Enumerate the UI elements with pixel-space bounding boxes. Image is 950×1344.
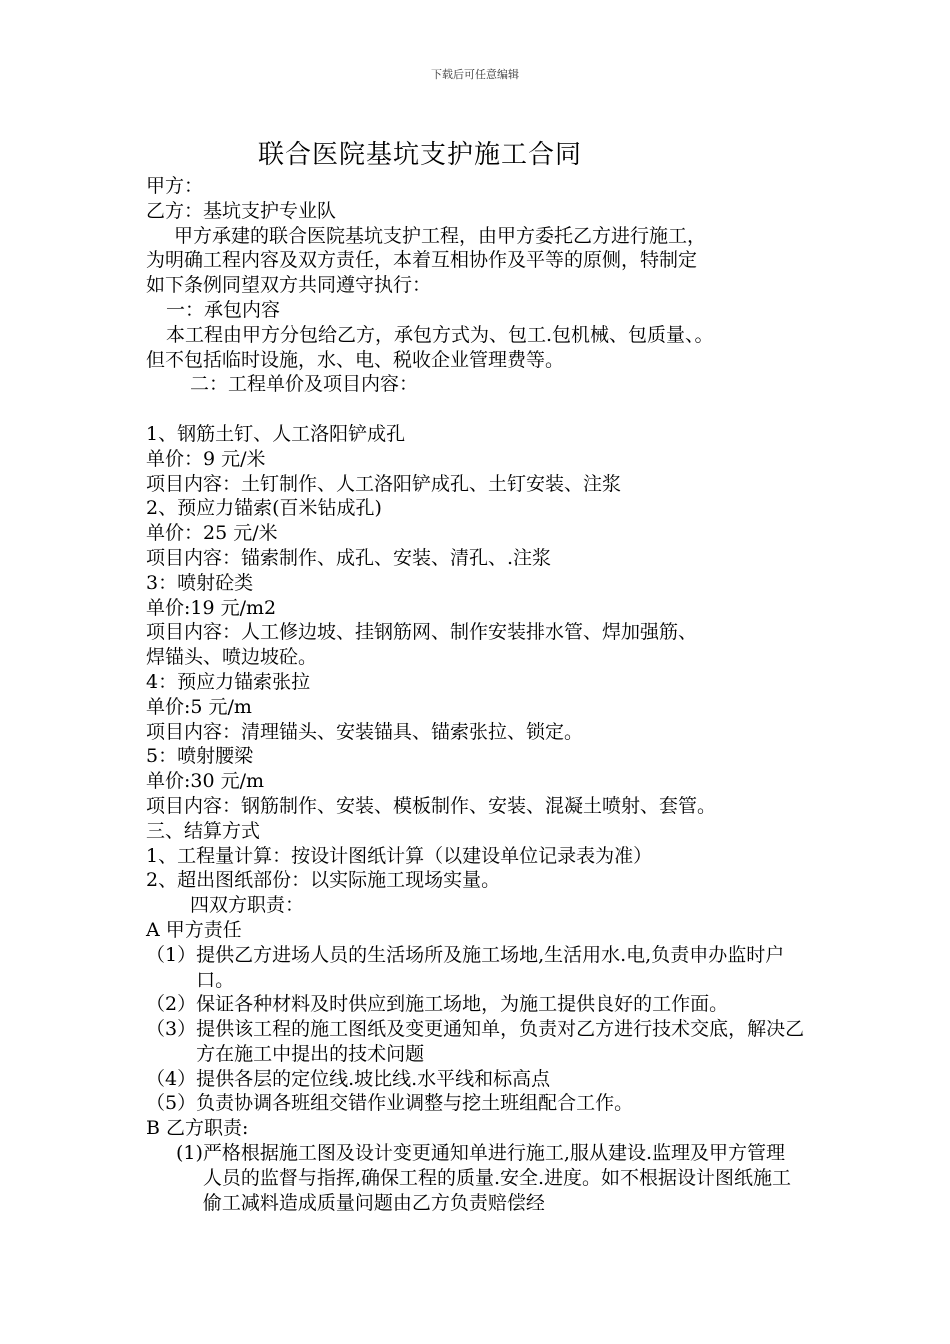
list-item [146,1067,836,1092]
item-content: 项目内容：锚索制作、成孔、安装、清孔、.注浆 [146,546,552,569]
item-price: 单价：25 元/米 [146,522,278,545]
list-item [146,1091,836,1116]
item-name: 5：喷射腰梁 [146,745,254,768]
intro-line: 为明确工程内容及双方责任，本着互相协作及平等的原侧，特制定 [146,249,698,272]
item-price: 单价：9 元/米 [146,447,266,470]
list-number: （4） [146,1067,197,1090]
list-number: （3） [146,1018,197,1041]
list-number: （1） [146,943,197,966]
list-number: （5） [146,1092,197,1115]
list-text: 提供乙方进场人员的生活场所及施工场地,生活用水.电,负责申办监时户口。 [196,943,785,991]
list-text: 严格根据施工图及设计变更通知单进行施工,服从建设.监理及甲方管理人员的监督与指挥,确保工程的质量.安全.进度。如不根据设计图纸施工偷工减料造成质量问题由乙方负责赔偿经 [202,1142,792,1214]
party-a-line: 甲方： [146,175,204,197]
contract-body [146,174,836,1215]
item-content: 项目内容：土钉制作、人工洛阳铲成孔、土钉安装、注浆 [146,472,622,495]
section-3-line: 1、工程量计算：按设计图纸计算（以建设单位记录表为准） [146,844,653,867]
item-name: 3：喷射砼类 [146,571,254,594]
document-title: 联合医院基坑支护施工合同 [258,140,583,170]
item-name: 4：预应力锚索张拉 [146,670,311,693]
section-2-title: 二：工程单价及项目内容： [190,373,419,396]
list-number: （2） [146,993,197,1016]
item-content: 项目内容：人工修边坡、挂钢筋网、制作安装排水管、焊加强筋、 [146,621,698,644]
item-price: 单价:19 元/m2 [146,596,277,619]
list-text: 提供各层的定位线.坡比线.水平线和标高点 [196,1067,551,1090]
section-1-body-line: 但不包括临时设施，水、电、税收企业管理费等。 [146,348,565,371]
item-name: 1、钢筋土钉、人工洛阳铲成孔 [146,422,406,445]
section-1-body-line: 本工程由甲方分包给乙方，承包方式为、包工.包机械、包质量、。 [166,323,714,346]
section-1-title: 一：承包内容 [166,298,281,321]
list-text: 提供该工程的施工图纸及变更通知单，负责对乙方进行技术交底，解决乙方在施工中提出的技术问题 [196,1018,805,1065]
item-name: 2、预应力锚索(百米钻成孔) [146,497,382,520]
section-4-title: 四双方职责： [190,894,305,917]
list-item [146,1017,836,1067]
list-item [146,1141,836,1215]
item-content: 焊锚头、喷边坡砼。 [146,646,318,669]
section-3-line: 2、超出图纸部份：以实际施工现场实量。 [146,869,501,892]
party-b-line: 乙方：基坑支护专业队 [146,199,337,222]
item-price: 单价:5 元/m [146,695,252,718]
list-number: (1) [176,1142,203,1165]
party-a-responsibility-title: A 甲方责任 [146,918,242,941]
item-content: 项目内容：清理锚头、安装锚具、锚索张拉、锁定。 [146,720,584,743]
item-price: 单价:30 元/m [146,770,265,793]
intro-line: 甲方承建的联合医院基坑支护工程，由甲方委托乙方进行施工， [174,224,707,247]
party-b-responsibility-title: B 乙方职责: [146,1117,249,1140]
list-item [146,943,836,993]
intro-line: 如下条例同望双方共同遵守执行： [146,274,432,297]
list-text: 保证各种材料及时供应到施工场地，为施工提供良好的工作面。 [196,993,729,1016]
blank-line [146,397,836,422]
header-note: 下载后可任意编辑 [431,68,519,81]
section-3-title: 三、结算方式 [146,819,261,842]
item-content: 项目内容：钢筋制作、安装、模板制作、安装、混凝土喷射、套管。 [146,794,717,817]
list-item [146,992,836,1017]
list-text: 负责协调各班组交错作业调整与挖土班组配合工作。 [196,1092,634,1115]
